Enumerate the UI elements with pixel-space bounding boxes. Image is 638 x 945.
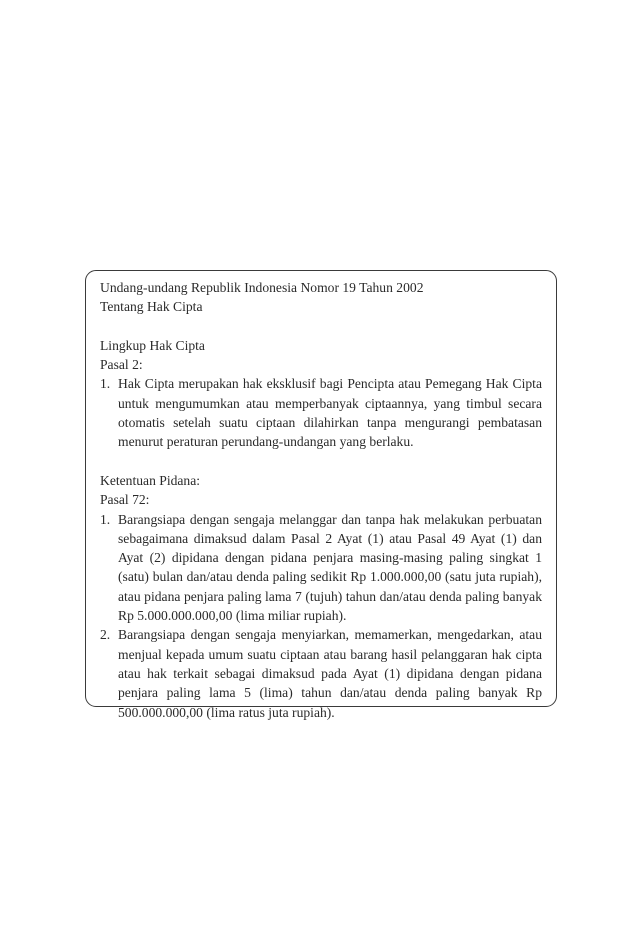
scope-article: Pasal 2:	[100, 357, 143, 373]
scope-item-number: 1.	[100, 376, 111, 392]
criminal-item-text: Barangsiapa dengan sengaja melanggar dan tanpa hak melakukan perbuatan sebagaimana dimaksud dalam Pasal 2 Ayat (1) atau Pasal 49 Ayat (1) dan Ayat (2) dipidana dengan pidana penjara masing-masing paling singkat 1 (satu) bulan dan/atau denda paling sedikit Rp 1.000.000,00 (satu juta rupiah), atau pidana penjara paling lama 7 (tujuh) tahun dan/atau denda paling banyak Rp 5.000.000.000,00 (lima miliar rupiah).	[118, 511, 542, 624]
scope-item	[100, 374, 542, 451]
scope-item-text: Hak Cipta merupakan hak eksklusif bagi Pencipta atau Pemegang Hak Cipta untuk mengumumkan atau memperbanyak ciptaannya, yang timbul secara otomatis setelah suatu ciptaan dilahirkan tanpa mengurangi pembatasan menurut peraturan perundang-undangan yang berlaku.	[118, 376, 542, 450]
criminal-heading: Ketentuan Pidana:	[100, 472, 201, 488]
section-spacer	[100, 317, 542, 336]
law-subtitle: Tentang Hak Cipta	[100, 299, 203, 315]
criminal-item	[100, 625, 542, 721]
criminal-article: Pasal 72:	[100, 492, 150, 508]
criminal-item-text: Barangsiapa dengan sengaja menyiarkan, memamerkan, mengedarkan, atau menjual kepada umum suatu ciptaan atau barang hasil pelanggaran hak cipta atau hak terkait sebagai dimaksud pada Ayat (1) dipidana dengan pidana penjara paling lama 5 (lima) tahun dan/atau denda paling banyak Rp 500.000.000,00 (lima ratus juta rupiah).	[118, 627, 542, 720]
criminal-item-list	[100, 510, 542, 722]
scope-heading: Lingkup Hak Cipta	[100, 337, 205, 353]
law-title: Undang-undang Republik Indonesia Nomor 19 Tahun 2002	[100, 280, 424, 295]
criminal-item-number: 1.	[100, 511, 111, 527]
copyright-notice-box	[85, 270, 557, 720]
scope-item-list	[100, 374, 542, 451]
criminal-item	[100, 510, 542, 626]
section-spacer	[100, 452, 542, 471]
criminal-item-number: 2.	[100, 627, 111, 643]
